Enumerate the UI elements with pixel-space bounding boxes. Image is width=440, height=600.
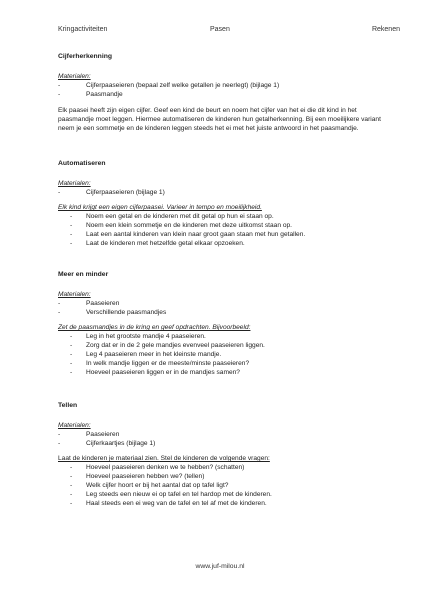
list-item: - Leg in het grootste mandje 4 paaseieren. [58, 332, 388, 341]
materials-list [58, 430, 388, 448]
list-item: - Cijferpaaseieren (bepaal zelf welke getallen je neerlegt) (bijlage 1) [58, 81, 388, 90]
materials-list [58, 299, 388, 317]
section-cijferherkenning [58, 52, 388, 133]
section-title: Meer en minder [58, 271, 109, 278]
list-item: - Cijferkaartjes (bijlage 1) [58, 439, 388, 448]
instruction-text: Elk kind krijgt een eigen cijferpaasei. Varieer in tempo en moeilijkheid. [58, 204, 262, 211]
instruction-list [58, 332, 388, 377]
list-item: - Paaseieren [58, 299, 388, 308]
materials-label: Materialen: [58, 422, 91, 429]
list-item: - Noem een getal en de kinderen met dit getal op hun ei staan op. [58, 212, 388, 221]
page-header [58, 26, 400, 36]
list-item: - Cijferpaaseieren (bijlage 1) [58, 188, 388, 197]
list-item: - Laat een aantal kinderen van klein naar groot gaan staan met hun getallen. [58, 230, 388, 239]
section-title: Tellen [58, 402, 78, 409]
section-meer-en-minder [58, 270, 388, 377]
list-item: - Haal steeds een ei weg van de tafel en tel af met de kinderen. [58, 499, 388, 508]
section-automatiseren [58, 159, 388, 248]
list-item: - Leg 4 paaseieren meer in het kleinste mandje. [58, 350, 388, 359]
materials-label: Materialen: [58, 180, 91, 187]
list-item: - Leg steeds een nieuw ei op tafel en tel hardop met de kinderen. [58, 490, 388, 499]
list-item: - Hoeveel paaseieren hebben we? (tellen) [58, 472, 388, 481]
materials-list [58, 81, 388, 99]
instruction-list [58, 212, 388, 248]
list-item: - Hoeveel paaseieren liggen er in de mandjes samen? [58, 368, 388, 377]
header-right: Rekenen [371, 26, 400, 33]
list-item: - Verschillende paasmandjes [58, 308, 388, 317]
list-item: - Noem een klein sommetje en de kinderen met deze uitkomst staan op. [58, 221, 388, 230]
list-item: - Paasmandje [58, 90, 388, 99]
list-item: - Welk cijfer hoort er bij het aantal dat op tafel ligt? [58, 481, 388, 490]
instruction-text: Laat de kinderen je materiaal zien. Stel de kinderen de volgende vragen: [58, 455, 270, 462]
section-tellen [58, 401, 388, 508]
list-item: - Zorg dat er in de 2 gele mandjes evenveel paaseieren liggen. [58, 341, 388, 350]
document-content [58, 52, 388, 528]
materials-label: Materialen: [58, 73, 91, 80]
list-item: - Paaseieren [58, 430, 388, 439]
section-title: Automatiseren [58, 160, 106, 167]
list-item: - In welk mandje liggen er de meeste/minste paaseieren? [58, 359, 388, 368]
header-center: Pasen [210, 26, 230, 33]
materials-list [58, 188, 388, 197]
page-footer: www.juf-milou.nl [195, 563, 245, 570]
list-item: - Hoeveel paaseieren denken we te hebben? (schatten) [58, 463, 388, 472]
instruction-text: Zet de paasmandjes in de kring en geef opdrachten. Bijvoorbeeld: [58, 324, 251, 331]
section-title: Cijferherkenning [58, 53, 113, 60]
header-left: Kringactiviteiten [58, 26, 108, 33]
section-paragraph: Elk paasei heeft zijn eigen cijfer. Geef een kind de beurt en noem het cijfer van het ei die dit kind in het paasmandje moet leggen. Hiermee automatiseren de kinderen hun getalherkenning. Bij een moeilijkere variant neem je een sommetje en de kinderen leggen steeds het ei met het juiste antwoord in het paasmandje. [58, 107, 381, 132]
list-item: - Laat de kinderen met hetzelfde getal elkaar opzoeken. [58, 239, 388, 248]
instruction-list [58, 463, 388, 508]
materials-label: Materialen: [58, 291, 91, 298]
